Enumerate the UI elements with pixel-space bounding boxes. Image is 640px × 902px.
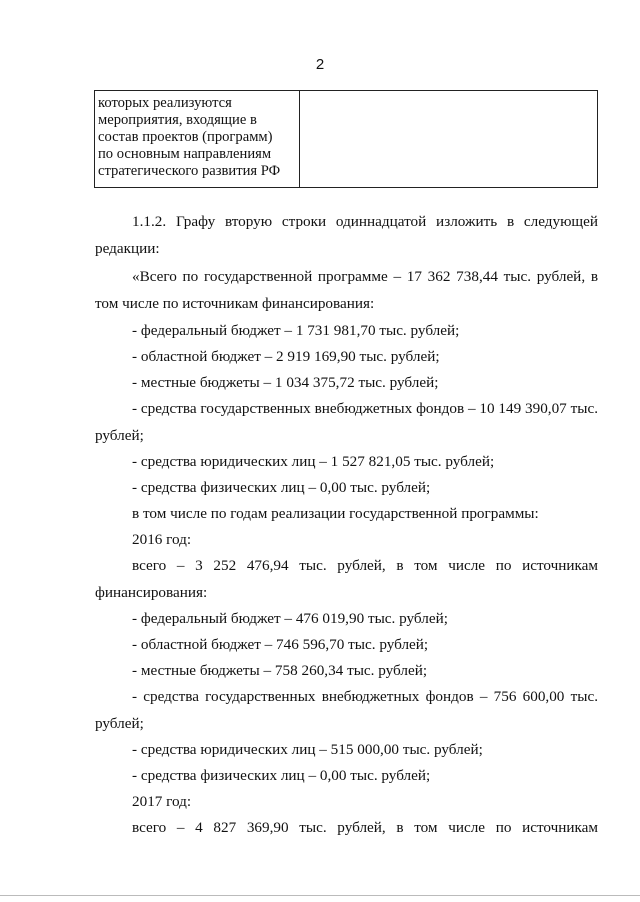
table-cell-line: стратегического развития РФ (98, 163, 281, 179)
table-cell-line: которых реализуются (98, 95, 232, 111)
by-years-intro: в том числе по годам реализации государственной программы: (132, 505, 539, 522)
year-2016-regional: - областной бюджет – 746 596,70 тыс. рублей; (132, 636, 429, 653)
total-line2: том числе по источникам финансирования: (95, 295, 375, 312)
total-individuals: - средства физических лиц – 0,00 тыс. рублей; (132, 479, 431, 496)
year-2017-total-line1: всего – 4 827 369,90 тыс. рублей, в том числе по источникам (132, 819, 598, 836)
table-cell-line: состав проектов (программ) (98, 129, 273, 145)
year-2017-heading: 2017 год: (132, 793, 192, 810)
year-2016-heading: 2016 год: (132, 531, 192, 548)
total-federal: - федеральный бюджет – 1 731 981,70 тыс. рублей; (132, 322, 460, 339)
page-bottom-rule (0, 895, 640, 896)
year-2016-federal: - федеральный бюджет – 476 019,90 тыс. рублей; (132, 610, 448, 627)
page-number: 2 (315, 56, 325, 73)
year-2016-total-line2: финансирования: (95, 584, 208, 601)
table-cell-left (95, 91, 300, 187)
total-regional: - областной бюджет – 2 919 169,90 тыс. рублей; (132, 348, 440, 365)
total-local: - местные бюджеты – 1 034 375,72 тыс. рублей; (132, 374, 439, 391)
year-2016-local: - местные бюджеты – 758 260,34 тыс. рублей; (132, 662, 428, 679)
table-cell-right (300, 91, 597, 187)
year-2016-offbudget-line1: - средства государственных внебюджетных фондов – 756 600,00 тыс. (132, 688, 598, 705)
total-line1: «Всего по государственной программе – 17 362 738,44 тыс. рублей, в (132, 268, 598, 285)
total-legal: - средства юридических лиц – 1 527 821,05 тыс. рублей; (132, 453, 495, 470)
table-cell-line: мероприятия, входящие в (98, 112, 257, 128)
item-1-1-2-line2: редакции: (95, 240, 160, 257)
table-cell-line: по основным направлениям (98, 146, 272, 162)
item-1-1-2-line1: 1.1.2. Графу вторую строки одиннадцатой изложить в следующей (132, 213, 598, 230)
year-2016-offbudget-line2: рублей; (95, 715, 144, 732)
total-offbudget-line2: рублей; (95, 427, 144, 444)
total-offbudget-line1: - средства государственных внебюджетных фондов – 10 149 390,07 тыс. (132, 400, 598, 417)
year-2016-individuals: - средства физических лиц – 0,00 тыс. рублей; (132, 767, 431, 784)
year-2016-total-line1: всего – 3 252 476,94 тыс. рублей, в том числе по источникам (132, 557, 598, 574)
year-2016-legal: - средства юридических лиц – 515 000,00 тыс. рублей; (132, 741, 483, 758)
table-fragment (94, 90, 598, 188)
